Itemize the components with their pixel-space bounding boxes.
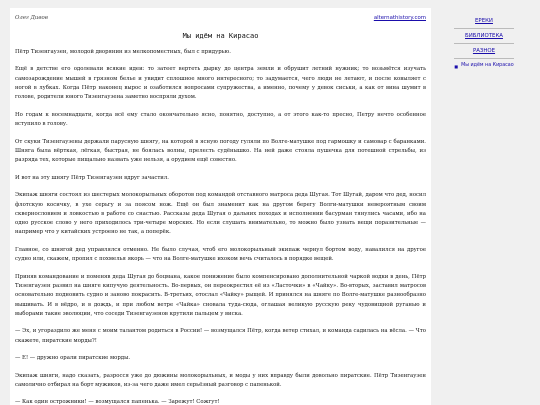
paragraph: Экипаж шняги, надо сказать, разросся уже до дюжины молокорыльных, и моды у них вправду были довольно пиратские. Пётр Тизенгаузен самолично отбирал на борт мужиков, из-за чего даже имел серьёзный разговор с папенькой. <box>15 372 426 388</box>
paragraph: Главное, со шнягой дед управлялся отменно. Не было случая, чтоб его молокорыльный экипаж чернул бортом воду, навалился на другое судно или, скажем, пропил с похмелья якорь — что на Волге-матушке ихоком вечь считалось в порядке вещей. <box>15 246 426 263</box>
author-name: Олег Дивов <box>15 15 48 21</box>
story-title: Мы идём на Кирасао <box>182 32 259 40</box>
divider <box>454 43 514 44</box>
paragraph: — Эх, и угораздило же меня с моим талантом родиться в России! — возмущался Пётр, когда ветер стихал, и команда садилась на вёсла. — Что скажете, пиратские морды?! <box>15 328 426 344</box>
sidebar-current-item[interactable] <box>438 63 530 69</box>
paragraph: И вот на эту шнягу Пётр Тизенгаузен вдруг зачастил. <box>15 174 169 181</box>
paragraph: — Как один острожники! — возмущался папенька. — Зарежут! Сожгут! <box>15 399 220 405</box>
paragraph: Приняв командование и поменяв деда Шугая до боцмана, какое понижение было компенсировано дополнительной чаркой водки в день, Пётр Тизенгаузен развил на шняге кипучую деятельность. Во-первых, он переокрестил её из «Ласточки» в «Чайку». Во-вторых, заставил матросов основательно подновить судно и заново покрасить. В-третьих, отослал «Чайку» рыщей. И принялся на шняге по Волге-матушке разнообразно вышивать. И в вёдро, и в дождь, и при любом ветре «Чайка» сновала туда-сюда, оглашая великую русскую реку чудовищной руганью и выборами такие эволюции, что соседи Тизенгаузенов крутили пальцем у виска. <box>15 273 426 317</box>
sidebar-current-label: Мы идём на Кирасао <box>461 63 514 68</box>
story-text <box>15 48 426 405</box>
paragraph: Ещё в детстве его одолевали всякие идеи: то затеет вертеть дырку до центра земли и обрушит летний нужник; то возьмётся изучать самозарождение мышей в грязном белье и увидит сплошное много интересного; то задумается, чего люди не летают, и после ковыляет с ногой в лубках. Когда Пётр наконец вырос и озаботился вопросами супружества, а именно, почему у девок сиськи, а как от вина шумит в голове, родители юного Тизенгаузена заметно воспряли духом. <box>15 66 426 101</box>
sidebar-link-misc[interactable]: РАЗНОЕ <box>472 48 496 54</box>
paragraph: От скуки Тизенгаузены держали парусную шнягу, на которой в ясную погоду гуляли по Волге-матушке под гармошку и самовар с баранками. Шняга была вёрткая, лёгкая, быстрая, не боялась волны, прелесть судёнышко. На ней даже стояла пушечка для потешной стрельбы, из разряда тех, которые пищально назвать уже нельзя, а орудием ещё совестно. <box>15 138 426 164</box>
sidebar-link-library[interactable]: БИБЛИОТЕКА <box>465 33 503 39</box>
paragraph: Экипаж шняги состоял из шестерых молокорыльных оборотов под командой отставного матроса деда Шугая. Тот Шугай, даром что дед, носил флотскую косичку, в ухе серьгу и за поясом нож. Ещё он был знаменит как на другом берегу Волги-матушки невероятным своим сквернословием и ловкостью в работе со снастью. Рассказы деда Шугая о дальних походах и исполнении басурман тянулись часами, ибо на одно русское слово у него приходилось три-четыре морских. Но если слушать внимательно, то можно было узнать вещи поразительные — например что у китайских устроено не так, а поперёк. <box>15 192 426 236</box>
paragraph: — Е! — дружно орали пиратские морды. <box>15 355 131 362</box>
paragraph: Но годам к восемнадцати, когда всё ему стало окончательно ясно, понятно, доступно, а от этого как-то пресно, Петру нечто особенное вступило в голову. <box>15 111 426 128</box>
sidebar-link-ereki[interactable]: ЕРЕКИ <box>475 18 493 24</box>
divider <box>454 28 514 29</box>
bullet-icon: ■ <box>454 64 459 69</box>
sidebar-nav <box>438 18 530 69</box>
divider <box>454 58 514 59</box>
paragraph: Пётр Тизенгаузен, молодой дворянин из мелкопоместных, был с придурью. <box>15 49 231 55</box>
site-link[interactable]: alternathistory.com <box>373 15 426 21</box>
page-content <box>10 8 431 405</box>
